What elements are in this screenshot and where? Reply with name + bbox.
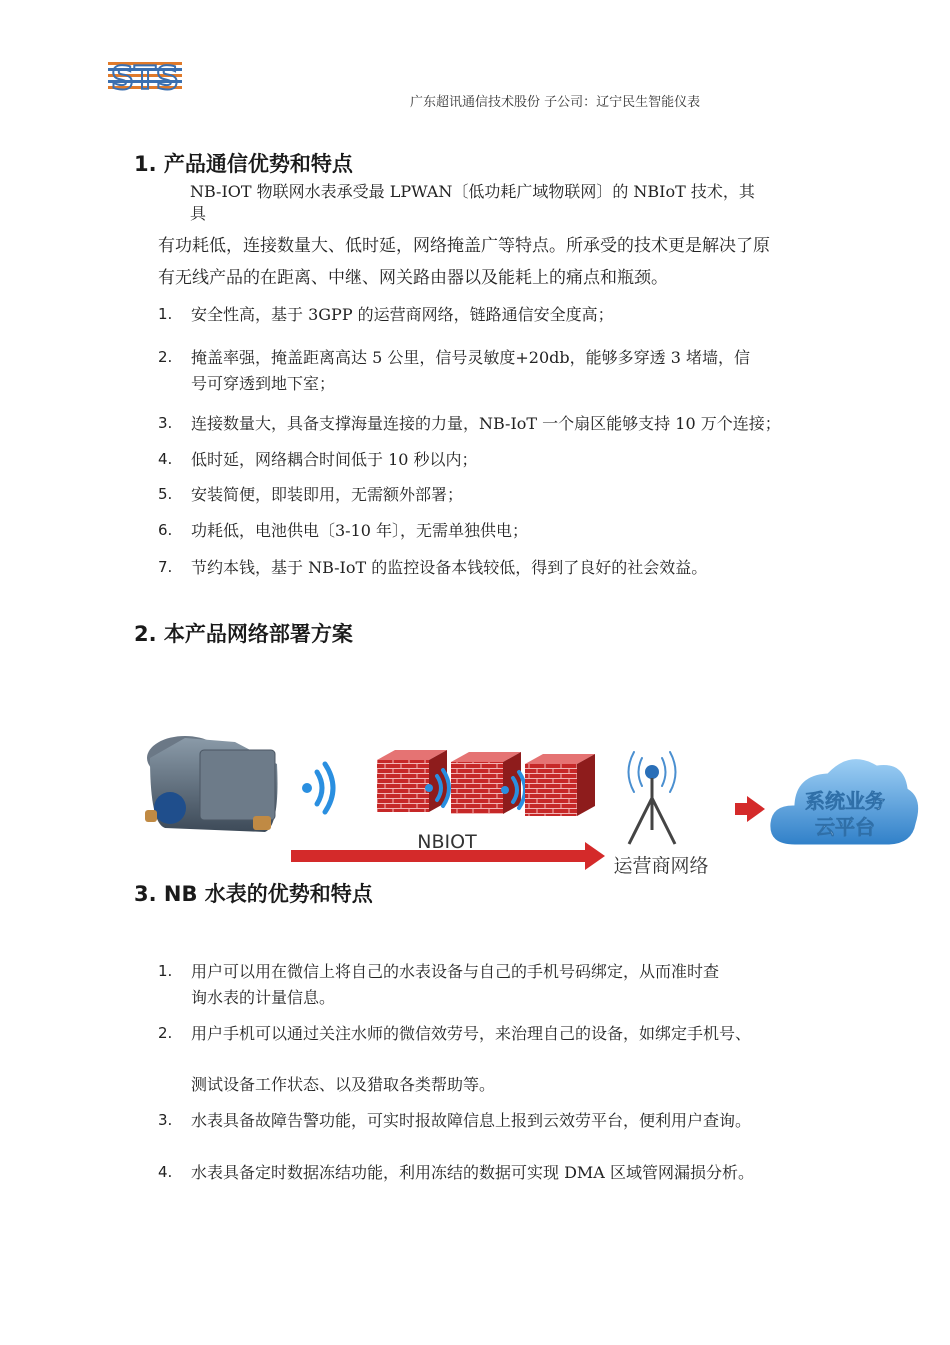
section1-intro-line1: NB-IOT 物联网水表承受最 LPWAN〔低功耗广域物联网〕的 NBIoT 技术，其 <box>190 182 755 201</box>
brick-wall-icon <box>377 750 447 812</box>
water-meter-icon <box>145 736 278 832</box>
list-text: 用户可以用在微信上将自己的水表设备与自己的手机号码绑定，从而准时查 <box>191 962 720 981</box>
list-text: 测试设备工作状态、以及猎取各类帮助等。 <box>191 1075 496 1094</box>
list-number: 2. <box>158 1024 173 1042</box>
list-number: 6. <box>158 521 173 539</box>
wifi-signal-icon <box>302 764 333 812</box>
network-diagram <box>145 728 920 886</box>
list-number: 4. <box>158 450 173 468</box>
cloud-label-line1: 系统业务 <box>805 789 885 813</box>
list-number: 5. <box>158 485 173 503</box>
list-number: 1. <box>158 962 173 980</box>
section1-title: 1. 产品通信优势和特点 <box>134 152 353 176</box>
company-logo <box>106 58 184 96</box>
carrier-network-label: 运营商网络 <box>613 855 709 877</box>
section1-intro-line4: 有无线产品的在距离、中继、网关路由器以及能耗上的痛点和瓶颈。 <box>158 268 668 288</box>
logo-text: STS <box>111 59 179 96</box>
cell-tower-icon <box>629 752 676 844</box>
list-text: 节约本钱，基于 NB-IoT 的监控设备本钱较低，得到了良好的社会效益。 <box>191 558 708 577</box>
list-text: 安装简便，即装即用，无需额外部署； <box>191 485 464 504</box>
section2-title: 2. 本产品网络部署方案 <box>134 622 353 646</box>
list-text: 低时延，网络耦合时间低于 10 秒以内； <box>191 450 478 469</box>
brick-wall-icon <box>451 752 521 814</box>
list-text: 功耗低，电池供电〔3-10 年〕，无需单独供电； <box>191 521 529 540</box>
header-company: 广东超讯通信技术股份 子公司：辽宁民生智能仪表 <box>410 95 701 110</box>
list-text: 安全性高，基于 3GPP 的运营商网络，链路通信安全度高； <box>191 305 614 324</box>
list-text: 连接数量大，具备支撑海量连接的力量，NB-IoT 一个扇区能够支持 10 万个连接； <box>191 414 781 433</box>
section3-title: 3. NB 水表的优势和特点 <box>134 882 373 906</box>
list-number: 3. <box>158 414 173 432</box>
list-number: 7. <box>158 558 173 576</box>
list-text: 水表具备故障告警功能，可实时报故障信息上报到云效劳平台，便利用户查询。 <box>191 1111 752 1130</box>
cloud-arrow <box>735 796 765 822</box>
section1-intro-line3: 有功耗低，连接数量大、低时延，网络掩盖广等特点。所承受的技术更是解决了原 <box>158 236 770 256</box>
nbiot-label: NBIOT <box>417 831 477 853</box>
list-text: 询水表的计量信息。 <box>191 988 336 1007</box>
list-number: 2. <box>158 348 173 366</box>
list-number: 1. <box>158 305 173 323</box>
list-text: 号可穿透到地下室； <box>191 374 336 393</box>
section1-intro-line2: 具 <box>190 204 207 223</box>
list-text: 用户手机可以通过关注水师的微信效劳号，来治理自己的设备，如绑定手机号、 <box>191 1024 752 1043</box>
list-text: 掩盖率强，掩盖距离高达 5 公里，信号灵敏度+20db，能够多穿透 3 堵墙，信 <box>191 348 750 367</box>
brick-wall-icon <box>525 754 595 816</box>
list-number: 4. <box>158 1163 173 1181</box>
list-text: 水表具备定时数据冻结功能，利用冻结的数据可实现 DMA 区域管网漏损分析。 <box>191 1163 754 1182</box>
list-number: 3. <box>158 1111 173 1129</box>
cloud-label-line2: 云平台 <box>815 815 875 839</box>
